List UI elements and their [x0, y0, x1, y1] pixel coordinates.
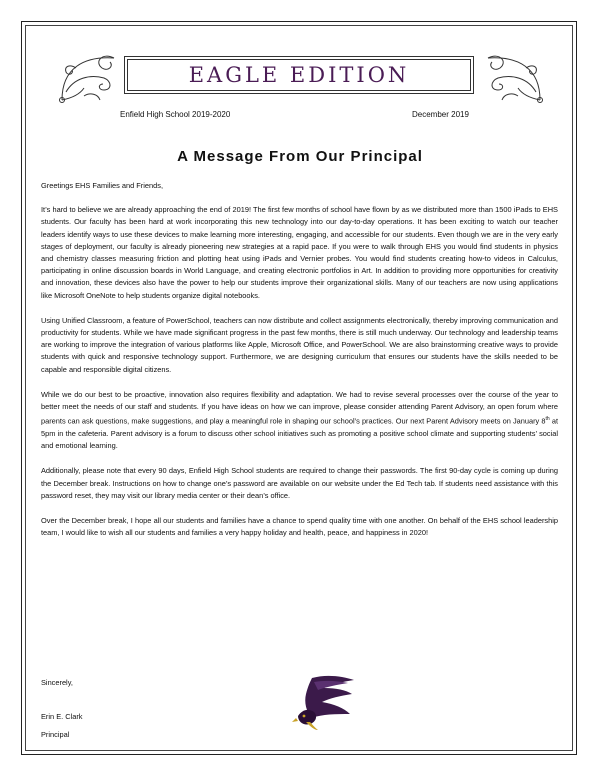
paragraph-passwords: Additionally, please note that every 90 days, Enfield High School students are required to change their passwords. The first 90-day cycle is coming up during the December break. Instructions on how to change one’s password are available on our website under the Ed Tech tab. If students need assistance with this password reset, they may visit our library media center or their dean’s office.	[41, 466, 558, 500]
flourish-left-icon	[54, 48, 122, 106]
letter-body	[41, 180, 558, 552]
letter-heading: A Message From Our Principal	[177, 148, 423, 165]
paragraph-parent-advisory-part2: at 5pm in the cafeteria. Parent advisory is a forum to discuss other school initiatives such as promoting a positive school climate and supporting students’ social and emotional learning.	[41, 416, 559, 451]
signer-name: Erin E. Clark	[41, 712, 83, 721]
paragraph-unified-classroom: Using Unified Classroom, a feature of PowerSchool, teachers can now distribute and collect assignments electronically, thereby improving communication and productivity for students. While we have made significant progress in the past few months, there is still much underway. Our technology and leadership teams are working to improve the integration of various platforms like Apple, Microsoft Office, and PowerSchool. We are also brainstorming creative ways to provide students with quick and responsive technology support. Furthermore, we are designing curriculum that ensures our students have the skills needed to be capable and responsible digital citizens.	[41, 315, 558, 374]
ordinal-suffix: th	[545, 416, 550, 423]
flourish-right-icon	[480, 48, 548, 106]
issue-date: December 2019	[412, 110, 469, 119]
paragraph-parent-advisory	[41, 389, 558, 452]
paragraph-ipads: It’s hard to believe we are already approaching the end of 2019! The first few months of school have flown by as we distributed more than 1500 iPads to EHS students. Our faculty has been hard at work incorporating this new technology into our day-to-day operations. It has been exciting to watch our teacher leaders identify ways to use these devices to make learning more interesting, engaging, and accessible for our students. Even though we are in the very early stages of deployment, our faculty is already pioneering new strategies at a rapid pace. If you were to walk through EHS you would find students in physics and chemistry classes measuring friction and plotting heat using iPads and Vernier probes. You would find students creating how-to videos in Calculus, participating in online discussion boards in World Language, and creating electronic portfolios in Art. In addition to providing more opportunities for creativity and innovation, these devices also have the power to help our students improve their organizational skills. Many of our teachers are now using applications like Microsoft OneNote to help students organize digital notebooks.	[41, 205, 558, 300]
school-year: Enfield High School 2019-2020	[120, 110, 231, 119]
greeting: Greetings EHS Families and Friends,	[41, 181, 163, 190]
signer-title: Principal	[41, 730, 70, 739]
closing: Sincerely,	[41, 678, 73, 687]
paragraph-parent-advisory-part1: While we do our best to be proactive, innovation also requires flexibility and adaptation. We had to revise several processes over the course of the year to better meet the needs of our staff and students. If you have ideas on how we can improve, please consider attending Parent Advisory, an open forum where parents can ask questions, make suggestions, and play a meaningful role in shaping our school’s practices. Our next Parent Advisory meets on January 8	[41, 389, 558, 426]
masthead-inner	[127, 59, 471, 91]
masthead-title: EAGLE EDITION	[188, 63, 410, 87]
paragraph-holiday-wishes: Over the December break, I hope all our students and families have a chance to spend quality time with one another. On behalf of the EHS school leadership team, I would like to wish all our students and families a very happy holiday and health, peace, and happiness in 2020!	[41, 515, 558, 538]
masthead-box	[124, 56, 474, 94]
eagle-e-logo-icon	[292, 672, 358, 732]
